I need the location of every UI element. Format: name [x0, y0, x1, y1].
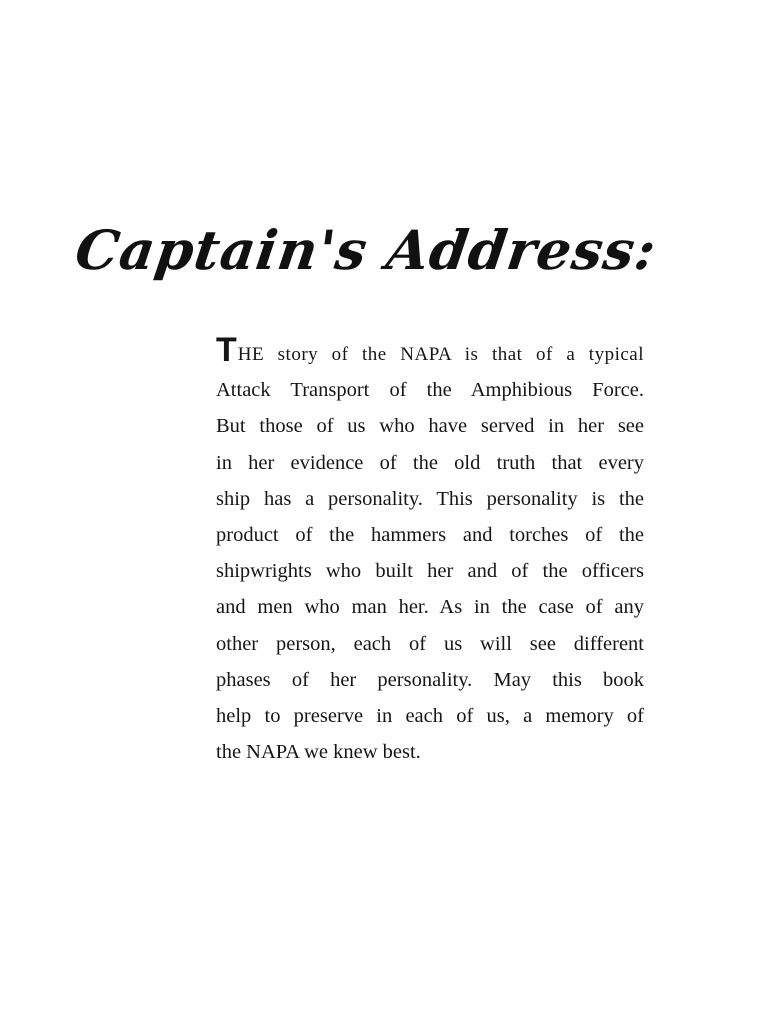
paragraph-line-10: phases of her personality. May this book — [216, 668, 644, 691]
paragraph-line-5: ship has a personality. This personality is the — [216, 487, 644, 510]
paragraph-line-3: But those of us who have served in her see — [216, 415, 644, 438]
paragraph-line-7: shipwrights who built her and of the officers — [216, 560, 644, 583]
drop-cap: T — [216, 331, 237, 369]
paragraph-line-9: other person, each of us will see different — [216, 632, 644, 655]
paragraph-line-8: and men who man her. As in the case of any — [216, 596, 644, 619]
page-title: Captain's Address: — [71, 218, 661, 282]
address-paragraph — [216, 331, 644, 770]
first-line-text: HE story of the NAPA is that of a typical — [237, 344, 644, 365]
paragraph-line-1 — [216, 331, 644, 372]
paragraph-line-12: the NAPA we knew best. — [216, 741, 421, 764]
paragraph-line-11: help to preserve in each of us, a memory of — [216, 704, 644, 727]
paragraph-line-6: product of the hammers and torches of the — [216, 523, 644, 546]
paragraph-line-2: Attack Transport of the Amphibious Force. — [216, 379, 644, 402]
paragraph-line-4: in her evidence of the old truth that every — [216, 451, 644, 474]
